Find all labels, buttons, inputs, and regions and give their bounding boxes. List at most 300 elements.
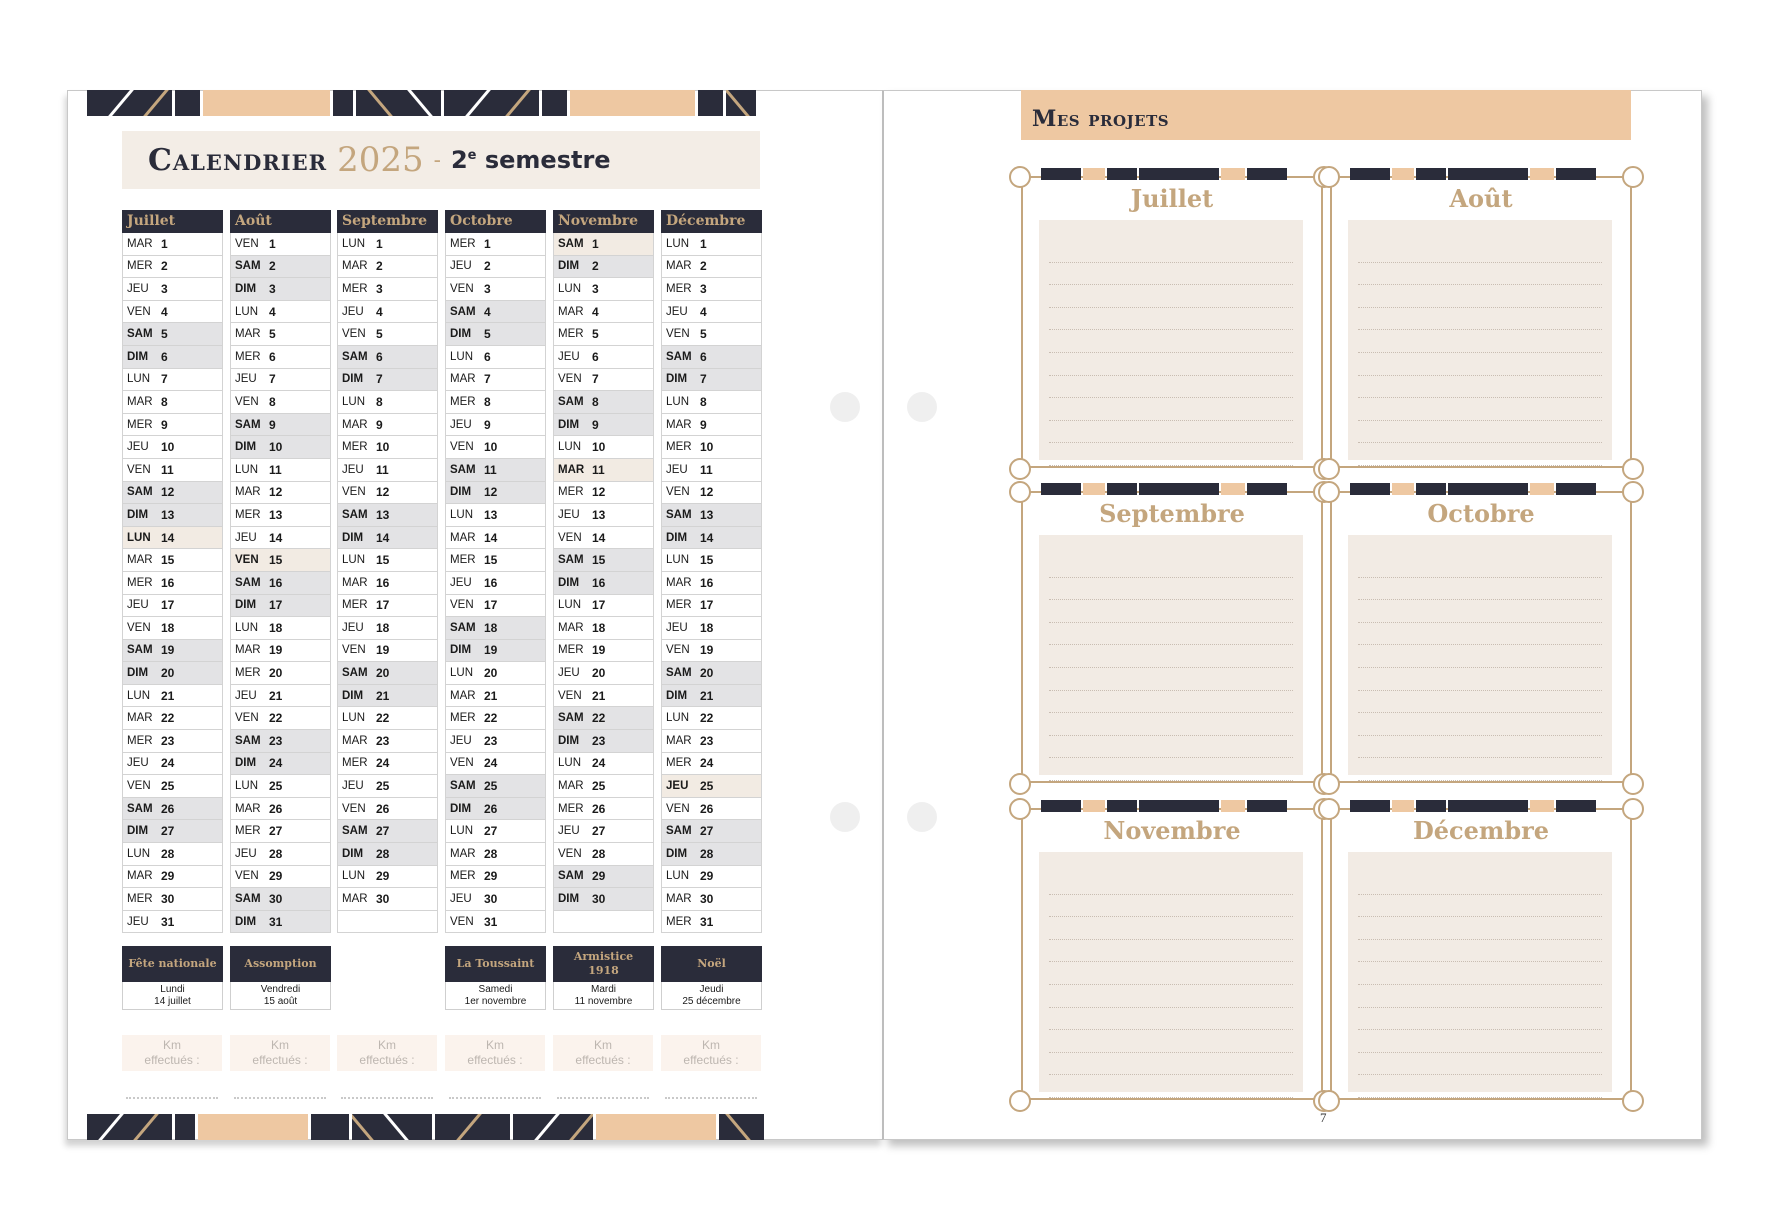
day-row (445, 911, 546, 934)
day-row (337, 369, 438, 392)
day-number: 13 (592, 507, 606, 522)
write-line[interactable] (1358, 962, 1602, 985)
write-line[interactable] (1049, 872, 1293, 895)
day-row (230, 662, 331, 685)
day-number: 26 (376, 801, 390, 816)
day-row (337, 391, 438, 414)
write-line[interactable] (1358, 623, 1602, 646)
card-notes-area[interactable] (1039, 852, 1303, 1092)
day-row (230, 617, 331, 640)
day-number: 22 (700, 711, 714, 726)
day-number: 10 (161, 440, 175, 455)
day-number: 14 (484, 530, 498, 545)
weekday-label: MER (450, 870, 476, 883)
day-number: 25 (700, 779, 714, 794)
km-field[interactable]: Km effectués : (553, 1035, 653, 1071)
write-line[interactable] (1049, 713, 1293, 736)
write-line[interactable] (1049, 398, 1293, 421)
write-line[interactable] (1049, 645, 1293, 668)
weekday-label: VEN (342, 486, 366, 499)
day-number: 6 (376, 349, 383, 364)
weekday-label: VEN (558, 847, 582, 860)
day-row (661, 866, 762, 889)
day-number: 15 (376, 553, 390, 568)
write-line[interactable] (1358, 308, 1602, 331)
day-row (230, 730, 331, 753)
km-field[interactable]: Km effectués : (122, 1035, 222, 1071)
write-line[interactable] (1049, 600, 1293, 623)
km-field[interactable]: Km effectués : (337, 1035, 437, 1071)
write-line[interactable] (1358, 1075, 1602, 1098)
write-line[interactable] (1049, 917, 1293, 940)
day-number: 9 (592, 417, 599, 432)
write-line[interactable] (1358, 578, 1602, 601)
write-line[interactable] (1049, 353, 1293, 376)
holiday-name: Assomption (230, 946, 331, 982)
write-line[interactable] (1358, 398, 1602, 421)
band-segment (356, 90, 441, 116)
weekday-label: MER (666, 915, 692, 928)
day-number: 20 (376, 666, 390, 681)
day-row (337, 301, 438, 324)
day-row (445, 843, 546, 866)
weekday-label: VEN (450, 282, 474, 295)
write-line[interactable] (1358, 645, 1602, 668)
weekday-label: DIM (127, 825, 149, 838)
write-line[interactable] (1049, 1030, 1293, 1053)
day-number: 21 (269, 688, 283, 703)
day-row (337, 346, 438, 369)
weekday-label: DIM (558, 576, 580, 589)
weekday-label: MAR (235, 644, 261, 657)
write-line[interactable] (1358, 330, 1602, 353)
write-line[interactable] (1049, 1075, 1293, 1098)
day-row (661, 527, 762, 550)
month-header: Novembre (553, 210, 654, 233)
card-notes-area[interactable] (1348, 852, 1612, 1092)
card-corner (1622, 773, 1644, 795)
km-write-line[interactable] (126, 1097, 218, 1099)
weekday-label: LUN (450, 667, 474, 680)
weekday-label: JEU (127, 441, 149, 454)
weekday-label: MAR (450, 531, 476, 544)
day-number: 15 (161, 553, 175, 568)
day-number: 8 (592, 394, 599, 409)
write-line[interactable] (1358, 285, 1602, 308)
card-corner (1009, 458, 1031, 480)
day-row (230, 595, 331, 618)
write-line[interactable] (1049, 555, 1293, 578)
day-row (553, 685, 654, 708)
weekday-label: SAM (450, 305, 476, 318)
weekday-label: MER (127, 418, 153, 431)
month-column (445, 210, 546, 933)
write-line[interactable] (1049, 376, 1293, 399)
day-row (337, 595, 438, 618)
day-number: 11 (376, 462, 389, 477)
day-row (122, 233, 223, 256)
weekday-label: JEU (558, 825, 580, 838)
card-notes-area[interactable] (1039, 535, 1303, 775)
weekday-label: VEN (342, 328, 366, 341)
write-line[interactable] (1049, 962, 1293, 985)
project-card (1021, 168, 1323, 468)
day-number: 5 (484, 327, 491, 342)
write-line[interactable] (1358, 917, 1602, 940)
band-segment (698, 90, 723, 116)
day-row (553, 278, 654, 301)
page-title (122, 131, 760, 189)
weekday-label: DIM (666, 373, 688, 386)
day-number: 19 (269, 643, 283, 658)
day-number: 13 (269, 507, 283, 522)
write-line[interactable] (1049, 240, 1293, 263)
write-line[interactable] (1358, 555, 1602, 578)
day-number: 12 (161, 485, 175, 500)
write-line[interactable] (1358, 1030, 1602, 1053)
weekday-label: VEN (666, 486, 690, 499)
day-row (661, 640, 762, 663)
day-number: 29 (269, 869, 283, 884)
day-row (553, 820, 654, 843)
write-line[interactable] (1049, 578, 1293, 601)
day-number: 27 (269, 824, 283, 839)
day-row (661, 278, 762, 301)
weekday-label: MER (235, 350, 261, 363)
card-month-title: Décembre (1412, 816, 1550, 845)
write-line[interactable] (1358, 443, 1602, 466)
weekday-label: SAM (558, 554, 584, 567)
holiday-name: Armistice 1918 (553, 946, 654, 982)
weekday-label: MER (342, 757, 368, 770)
day-number: 27 (592, 824, 606, 839)
day-number: 27 (161, 824, 175, 839)
write-line[interactable] (1049, 895, 1293, 918)
weekday-label: SAM (342, 825, 368, 838)
write-line[interactable] (1358, 940, 1602, 963)
day-number: 4 (161, 304, 168, 319)
km-field[interactable]: Km effectués : (661, 1035, 761, 1071)
write-line[interactable] (1049, 985, 1293, 1008)
title-semester: 2e semestre (450, 146, 611, 174)
day-number: 5 (269, 327, 276, 342)
weekday-label: MAR (127, 870, 153, 883)
binder-hole (830, 802, 860, 832)
weekday-label: MAR (450, 689, 476, 702)
weekday-label: DIM (235, 282, 257, 295)
holiday-name: Noël (661, 946, 762, 982)
day-row (337, 549, 438, 572)
day-row (661, 504, 762, 527)
weekday-label: VEN (558, 689, 582, 702)
km-field[interactable]: Km effectués : (445, 1035, 545, 1071)
band-segment (435, 1114, 510, 1140)
day-row (445, 888, 546, 911)
holiday-box (230, 946, 331, 1010)
band-segment (87, 90, 172, 116)
day-row (445, 549, 546, 572)
day-number: 30 (161, 892, 175, 907)
day-number: 19 (484, 643, 498, 658)
day-number: 18 (484, 620, 498, 635)
day-row (445, 572, 546, 595)
weekday-label: LUN (127, 531, 151, 544)
km-field[interactable]: Km effectués : (230, 1035, 330, 1071)
day-row (230, 798, 331, 821)
card-notes-area[interactable] (1348, 535, 1612, 775)
weekday-label: MER (342, 282, 368, 295)
day-number: 12 (700, 485, 714, 500)
write-line[interactable] (1358, 421, 1602, 444)
project-card (1021, 483, 1323, 783)
day-row (445, 730, 546, 753)
day-number: 29 (484, 869, 498, 884)
write-line[interactable] (1049, 623, 1293, 646)
day-number: 7 (700, 372, 707, 387)
day-row (230, 369, 331, 392)
weekday-label: LUN (450, 825, 474, 838)
day-row (445, 662, 546, 685)
km-write-line[interactable] (234, 1097, 326, 1099)
day-row (661, 820, 762, 843)
day-row (553, 391, 654, 414)
day-row (661, 256, 762, 279)
write-line[interactable] (1049, 668, 1293, 691)
write-line[interactable] (1049, 691, 1293, 714)
write-line[interactable] (1049, 285, 1293, 308)
day-row (661, 233, 762, 256)
day-row (553, 256, 654, 279)
weekday-label: DIM (342, 531, 364, 544)
day-row (122, 369, 223, 392)
binder-hole (830, 392, 860, 422)
day-row (337, 911, 438, 934)
day-row (445, 866, 546, 889)
day-row (445, 369, 546, 392)
day-row (445, 346, 546, 369)
day-number: 23 (269, 733, 283, 748)
weekday-label: VEN (235, 870, 259, 883)
weekday-label: MAR (342, 260, 368, 273)
day-row (122, 753, 223, 776)
day-row (553, 233, 654, 256)
weekday-label: DIM (127, 667, 149, 680)
day-number: 17 (161, 598, 175, 613)
day-number: 7 (592, 372, 599, 387)
weekday-label: JEU (450, 734, 472, 747)
write-line[interactable] (1358, 600, 1602, 623)
write-line[interactable] (1358, 758, 1602, 781)
weekday-label: JEU (127, 915, 149, 928)
day-number: 16 (592, 575, 606, 590)
day-number: 2 (161, 259, 168, 274)
weekday-label: MAR (558, 780, 584, 793)
day-number: 4 (484, 304, 491, 319)
band-segment (719, 1114, 764, 1140)
day-number: 19 (700, 643, 714, 658)
day-row (553, 888, 654, 911)
day-row (337, 459, 438, 482)
day-number: 8 (700, 394, 707, 409)
write-line[interactable] (1358, 895, 1602, 918)
write-line[interactable] (1049, 1053, 1293, 1076)
band-segment (444, 90, 539, 116)
weekday-label: VEN (127, 780, 151, 793)
day-number: 8 (269, 394, 276, 409)
day-row (553, 504, 654, 527)
day-number: 27 (376, 824, 390, 839)
day-row (445, 798, 546, 821)
write-line[interactable] (1049, 421, 1293, 444)
day-row (230, 301, 331, 324)
day-row (230, 820, 331, 843)
day-row (553, 414, 654, 437)
band-segment (726, 90, 756, 116)
card-notes-area[interactable] (1348, 220, 1612, 460)
band-segment (596, 1114, 716, 1140)
band-segment (570, 90, 695, 116)
project-card (1021, 800, 1323, 1100)
band-segment (542, 90, 567, 116)
day-row (122, 820, 223, 843)
day-row (445, 301, 546, 324)
day-number: 6 (161, 349, 168, 364)
day-number: 6 (269, 349, 276, 364)
day-row (661, 414, 762, 437)
day-row (337, 482, 438, 505)
day-number: 28 (700, 846, 714, 861)
write-line[interactable] (1049, 1008, 1293, 1031)
weekday-label: JEU (450, 576, 472, 589)
day-number: 21 (700, 688, 714, 703)
weekday-label: JEU (666, 305, 688, 318)
write-line[interactable] (1049, 736, 1293, 759)
holiday-box (122, 946, 223, 1010)
project-card (1330, 168, 1632, 468)
weekday-label: SAM (450, 463, 476, 476)
write-line[interactable] (1049, 308, 1293, 331)
day-number: 20 (269, 666, 283, 681)
day-row (122, 323, 223, 346)
write-line[interactable] (1358, 353, 1602, 376)
write-line[interactable] (1049, 940, 1293, 963)
day-number: 23 (484, 733, 498, 748)
write-line[interactable] (1358, 376, 1602, 399)
day-number: 31 (161, 914, 175, 929)
weekday-label: JEU (235, 847, 257, 860)
day-row (553, 369, 654, 392)
weekday-label: DIM (450, 486, 472, 499)
write-line[interactable] (1049, 263, 1293, 286)
day-number: 14 (700, 530, 714, 545)
day-number: 4 (376, 304, 383, 319)
day-number: 18 (269, 620, 283, 635)
write-line[interactable] (1358, 263, 1602, 286)
band-segment (311, 1114, 349, 1140)
weekday-label: MAR (450, 847, 476, 860)
day-row (337, 278, 438, 301)
day-row (122, 504, 223, 527)
card-month-title: Septembre (1099, 499, 1245, 528)
day-number: 21 (592, 688, 606, 703)
day-number: 24 (161, 756, 175, 771)
write-line[interactable] (1358, 872, 1602, 895)
day-number: 18 (376, 620, 390, 635)
write-line[interactable] (1049, 330, 1293, 353)
holiday-name: Fête nationale (122, 946, 223, 982)
day-row (553, 549, 654, 572)
weekday-label: MER (235, 825, 261, 838)
day-row (122, 888, 223, 911)
write-line[interactable] (1049, 443, 1293, 466)
binder-hole (907, 802, 937, 832)
decorative-band-top (87, 90, 817, 116)
day-number: 5 (592, 327, 599, 342)
write-line[interactable] (1049, 758, 1293, 781)
day-row (230, 911, 331, 934)
weekday-label: JEU (127, 757, 149, 770)
band-segment (175, 1114, 195, 1140)
weekday-label: VEN (666, 802, 690, 815)
weekday-label: MAR (666, 260, 692, 273)
decorative-band-bottom (87, 1114, 822, 1140)
day-number: 11 (161, 462, 174, 477)
day-row (445, 707, 546, 730)
km-write-line[interactable] (665, 1097, 757, 1099)
weekday-label: MAR (127, 395, 153, 408)
day-row (122, 436, 223, 459)
title-year: 2025 (337, 140, 424, 180)
day-number: 31 (700, 914, 714, 929)
weekday-label: DIM (450, 802, 472, 815)
day-number: 15 (592, 553, 606, 568)
day-row (553, 911, 654, 934)
day-number: 30 (376, 892, 390, 907)
km-write-line[interactable] (341, 1097, 433, 1099)
day-row (445, 595, 546, 618)
day-number: 25 (484, 779, 498, 794)
km-write-line[interactable] (557, 1097, 649, 1099)
write-line[interactable] (1358, 1053, 1602, 1076)
weekday-label: SAM (450, 780, 476, 793)
write-line[interactable] (1358, 1008, 1602, 1031)
card-notes-area[interactable] (1039, 220, 1303, 460)
write-line[interactable] (1358, 691, 1602, 714)
write-line[interactable] (1358, 668, 1602, 691)
day-number: 16 (161, 575, 175, 590)
weekday-label: JEU (450, 418, 472, 431)
write-line[interactable] (1358, 985, 1602, 1008)
weekday-label: DIM (666, 531, 688, 544)
write-line[interactable] (1358, 713, 1602, 736)
weekday-label: DIM (127, 350, 149, 363)
day-number: 22 (269, 711, 283, 726)
day-row (230, 888, 331, 911)
day-number: 22 (592, 711, 606, 726)
weekday-label: MER (558, 486, 584, 499)
day-number: 10 (700, 440, 714, 455)
day-number: 14 (269, 530, 283, 545)
day-number: 13 (484, 507, 498, 522)
day-row (230, 866, 331, 889)
weekday-label: VEN (558, 373, 582, 386)
km-write-line[interactable] (449, 1097, 541, 1099)
write-line[interactable] (1358, 736, 1602, 759)
write-line[interactable] (1358, 240, 1602, 263)
day-row (553, 572, 654, 595)
card-month-title: Octobre (1427, 499, 1535, 528)
card-corner (1318, 458, 1340, 480)
